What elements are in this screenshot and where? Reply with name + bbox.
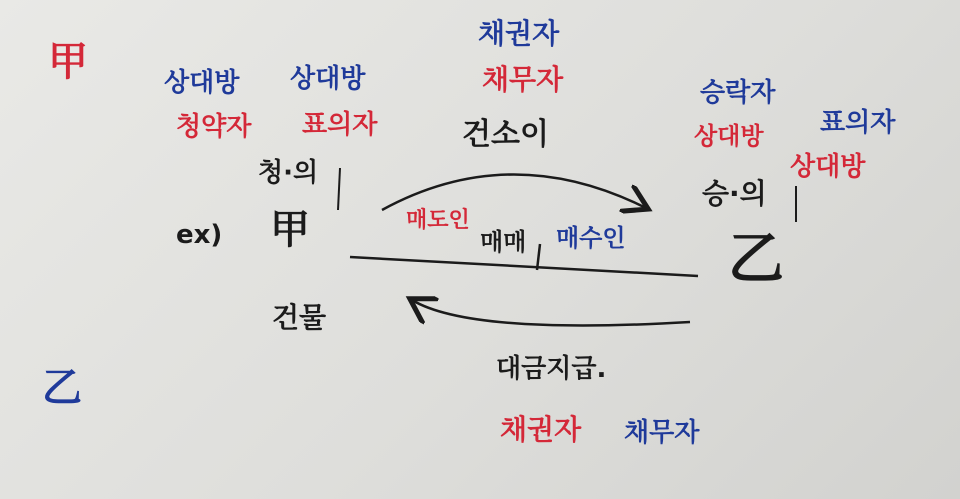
intent-stroke-left xyxy=(338,168,340,210)
sale-contract-label: 매매 xyxy=(480,228,527,256)
offeree-role-bottom: 표의자 xyxy=(302,110,378,140)
margin-party-gap: 甲 xyxy=(48,39,88,85)
contract-line xyxy=(350,257,698,276)
acceptor-counterpart: 상대방 xyxy=(694,122,764,150)
example-marker: ex) xyxy=(176,220,223,250)
offerer-role-top: 상대방 xyxy=(164,68,240,98)
party-eul: 乙 xyxy=(728,227,784,292)
declarant-role: 표의자 xyxy=(820,108,896,138)
claim-debtor: 채무자 xyxy=(482,63,564,96)
seller-label: 매도인 xyxy=(406,208,470,233)
margin-party-eul: 乙 xyxy=(42,365,82,411)
claim-creditor: 채권자 xyxy=(478,17,560,50)
claim-arrow xyxy=(382,174,646,210)
declarant-counterpart: 상대방 xyxy=(790,152,866,182)
payment-arrow xyxy=(412,300,690,326)
claim-label: 건소이 xyxy=(462,117,549,152)
acceptor-role: 승락자 xyxy=(700,78,776,108)
buyer-label: 매수인 xyxy=(556,224,626,252)
payment-debtor: 채무자 xyxy=(624,418,700,448)
offerer-role-bottom: 청약자 xyxy=(176,112,252,142)
offer-intent: 청·의 xyxy=(258,158,319,188)
acceptance-intent: 승·의 xyxy=(702,177,767,210)
payment-creditor: 채권자 xyxy=(500,413,582,446)
payment-label: 대금지급. xyxy=(496,354,607,384)
offeree-role-top: 상대방 xyxy=(290,64,366,94)
party-gap: 甲 xyxy=(270,207,310,253)
contract-object: 건물 xyxy=(272,301,327,334)
